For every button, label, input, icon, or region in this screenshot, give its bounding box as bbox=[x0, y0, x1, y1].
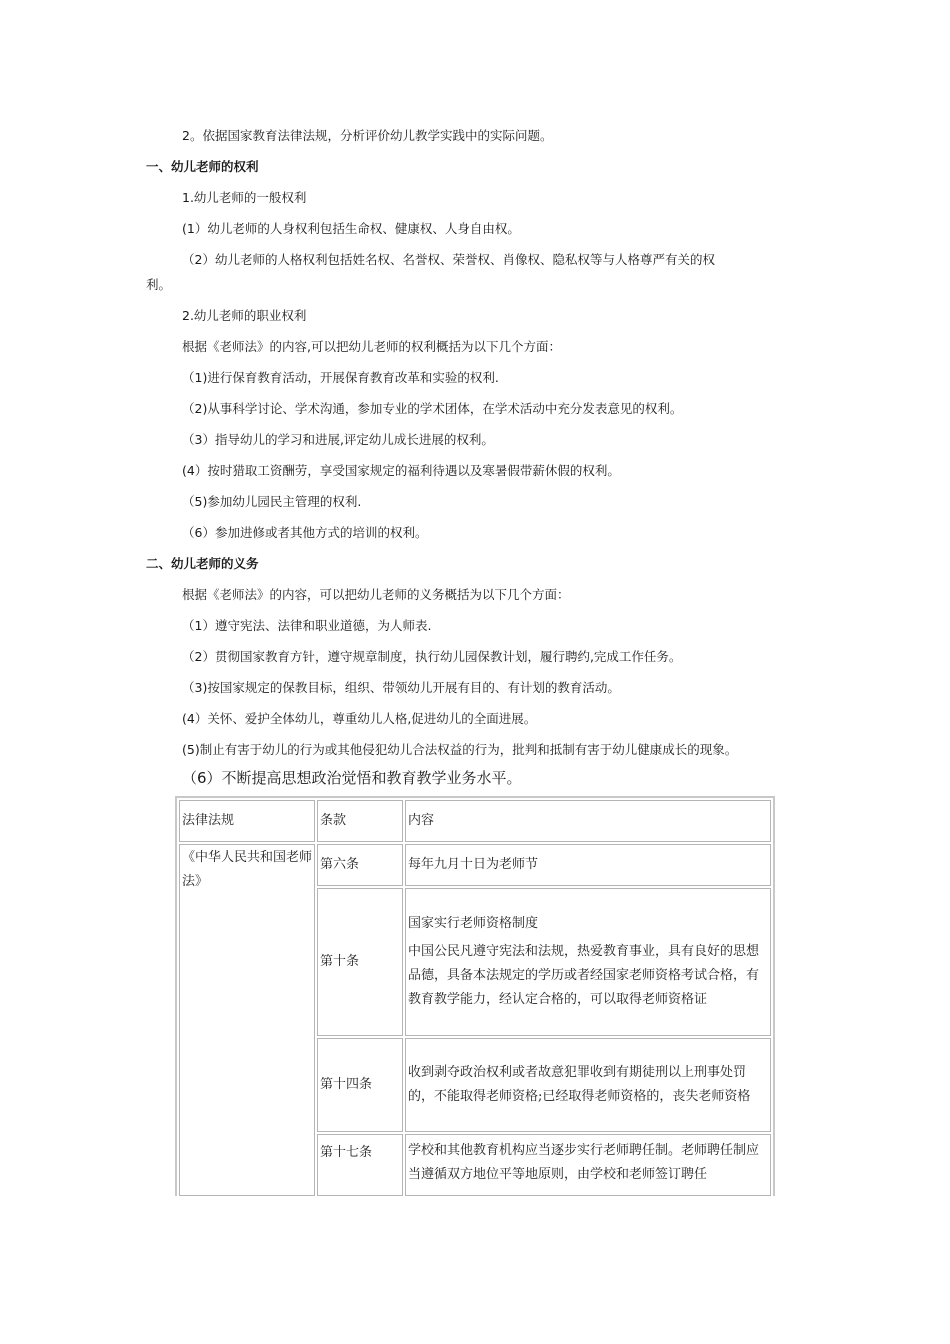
duties-item: （1）遵守宪法、法律和职业道德，为人师表. bbox=[182, 618, 432, 633]
duties-item: (5)制止有害于幼儿的行为或其他侵犯幼儿合法权益的行为，批判和抵制有害于幼儿健康成长的现象。 bbox=[182, 742, 738, 757]
duties-item: （6）不断提高思想政治觉悟和教育教学业务水平。 bbox=[182, 769, 522, 787]
rights-sub2-title: 2.幼儿老师的职业权利 bbox=[182, 308, 307, 323]
law-table-container bbox=[175, 796, 775, 1196]
rights-sub2-item: （2)从事科学讨论、学术沟通，参加专业的学术团体，在学术活动中充分发表意见的权利。 bbox=[182, 401, 683, 416]
content-text: 收到剥夺政治权利或者故意犯罪收到有期徒刑以上刑事处罚的，不能取得老师资格;已经取得老师资格的，丧失老师资格 bbox=[408, 1065, 751, 1104]
content-text: 每年九月十日为老师节 bbox=[408, 857, 539, 872]
header-content: 内容 bbox=[405, 800, 771, 842]
header-law: 法律法规 bbox=[179, 800, 315, 842]
duties-item: (4）关怀、爱护全体幼儿，尊重幼儿人格,促进幼儿的全面进展。 bbox=[182, 711, 537, 726]
rights-sub1-title: 1.幼儿老师的一般权利 bbox=[182, 190, 307, 205]
article-cell: 第十四条 bbox=[317, 1038, 403, 1132]
content-text: 中国公民凡遵守宪法和法规，热爱教育事业，具有良好的思想品德，具备本法规定的学历或者经国家老师资格考试合格，有教育教学能力，经认定合格的，可以取得老师资格证 bbox=[408, 944, 760, 1007]
content-cell bbox=[405, 844, 771, 886]
law-name-cell: 《中华人民共和国老师法》 bbox=[179, 844, 315, 1196]
content-cell bbox=[405, 1038, 771, 1132]
duties-intro: 根据《老师法》的内容，可以把幼儿老师的义务概括为以下几个方面： bbox=[182, 587, 570, 602]
article-cell: 第十条 bbox=[317, 888, 403, 1036]
table-header-row bbox=[179, 800, 771, 842]
section-duties-heading: 二、幼儿老师的义务 bbox=[146, 556, 259, 571]
law-table bbox=[177, 798, 773, 1196]
article-cell: 第十七条 bbox=[317, 1134, 403, 1196]
section-rights-heading: 一、幼儿老师的权利 bbox=[146, 159, 259, 174]
rights-sub1-item-cont: 利。 bbox=[146, 277, 172, 292]
rights-sub2-intro: 根据《老师法》的内容,可以把幼儿老师的权利概括为以下几个方面： bbox=[182, 339, 561, 354]
content-text: 学校和其他教育机构应当逐步实行老师聘任制。老师聘任制应当遵循双方地位平等地原则，由学校和老师签订聘任 bbox=[408, 1143, 760, 1182]
rights-sub2-item: （6）参加进修或者其他方式的培训的权利。 bbox=[182, 525, 428, 540]
rights-sub2-item: （1)进行保育教育活动，开展保育教育改革和实验的权利. bbox=[182, 370, 499, 385]
content-cell bbox=[405, 1134, 771, 1196]
content-cell bbox=[405, 888, 771, 1036]
rights-sub2-item: （3）指导幼儿的学习和进展,评定幼儿成长进展的权利。 bbox=[182, 432, 494, 447]
rights-sub1-item: (1）幼儿老师的人身权利包括生命权、健康权、人身自由权。 bbox=[182, 221, 520, 236]
rights-sub2-item: （5)参加幼儿园民主管理的权利. bbox=[182, 494, 362, 509]
table-row bbox=[179, 844, 771, 886]
intro-line: 2。依据国家教育法律法规，分析评价幼儿教学实践中的实际问题。 bbox=[182, 128, 553, 143]
duties-item: （3)按国家规定的保教目标，组织、带领幼儿开展有目的、有计划的教育活动。 bbox=[182, 680, 620, 695]
header-article: 条款 bbox=[317, 800, 403, 842]
duties-item: （2）贯彻国家教育方针，遵守规章制度，执行幼儿园保教计划，履行聘约,完成工作任务。 bbox=[182, 649, 682, 664]
rights-sub1-item: （2）幼儿老师的人格权利包括姓名权、名誉权、荣誉权、肖像权、隐私权等与人格尊严有关的权 bbox=[182, 252, 715, 267]
content-text: 国家实行老师资格制度 bbox=[408, 916, 539, 931]
article-cell: 第六条 bbox=[317, 844, 403, 886]
rights-sub2-item: (4）按时猎取工资酬劳，享受国家规定的福利待遇以及寒暑假带薪休假的权利。 bbox=[182, 463, 620, 478]
